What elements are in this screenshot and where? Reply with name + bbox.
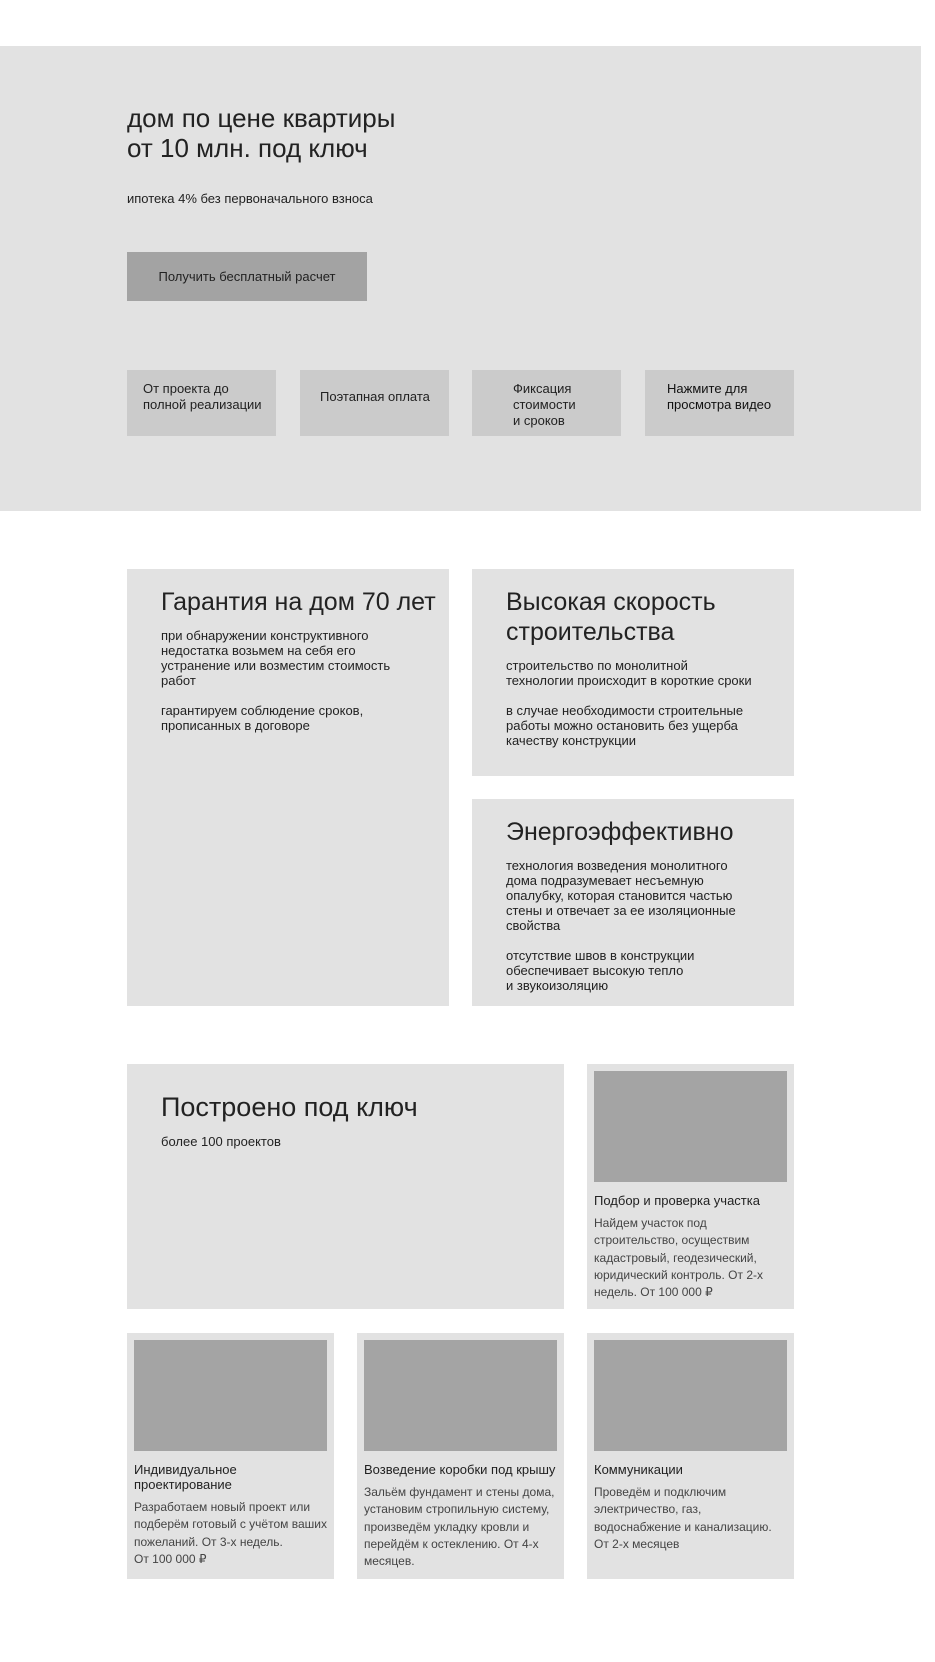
service-image-placeholder <box>594 1071 787 1182</box>
hero-subtitle: ипотека 4% без первоначального взноса <box>127 191 373 206</box>
feature-label: От проекта до полной реализации <box>143 381 262 412</box>
service-card-utilities[interactable] <box>587 1333 794 1579</box>
speed-text: строительство по монолитной технологии происходит в короткие сроки в случае необходимости строительные работы можно остановить без ущерба качеству конструкции <box>506 658 752 748</box>
feature-staged-payment[interactable] <box>300 370 449 436</box>
service-text: Зальём фундамент и стены дома, установим стропильную систему, произведём укладку кровли и перейдём к остеклению. От 4-х месяцев. <box>364 1485 555 1569</box>
guarantee-text: при обнаружении конструктивного недостатка возьмем на себя его устранение или возместим стоимость работ гарантируем соблюдение сроков, прописанных в договоре <box>161 628 391 733</box>
get-free-estimate-button[interactable]: Получить бесплатный расчет <box>127 252 367 301</box>
service-text: Разработаем новый проект или подберём готовый с учётом ваших пожеланий. От 3-х недель. От 100 000 ₽ <box>134 1500 327 1566</box>
built-subtitle: более 100 проектов <box>161 1134 281 1149</box>
guarantee-title: Гарантия на дом 70 лет <box>161 588 436 616</box>
service-card-construction[interactable] <box>357 1333 564 1579</box>
service-title: Подбор и проверка участка <box>594 1193 760 1208</box>
play-video-button[interactable] <box>645 370 794 436</box>
speed-title: Высокая скорость строительства <box>506 588 716 646</box>
built-card <box>127 1064 564 1309</box>
service-text: Найдем участок под строительство, осуществим кадастровый, геодезический, юридический контроль. От 2-х недель. От 100 000 ₽ <box>594 1216 764 1300</box>
service-image-placeholder <box>134 1340 327 1451</box>
built-title: Построено под ключ <box>161 1092 418 1122</box>
service-title: Индивидуальное проектирование <box>134 1462 237 1492</box>
service-text: Проведём и подключим электричество, газ, водоснабжение и канализацию. От 2-х месяцев <box>594 1485 772 1551</box>
guarantee-card <box>127 569 449 1006</box>
feature-label: Поэтапная оплата <box>320 389 430 404</box>
feature-label: Нажмите для просмотра видео <box>667 381 772 412</box>
feature-fixed-price[interactable] <box>472 370 621 436</box>
service-image-placeholder <box>594 1340 787 1451</box>
energy-text: технология возведения монолитного дома подразумевает несъемную опалубку, которая становится частью стены и отвечает за ее изоляционные свойства отсутствие швов в конструкции обеспечивает высокую тепло и звукоизоляцию <box>506 858 736 993</box>
feature-full-cycle[interactable] <box>127 370 276 436</box>
hero-title: дом по цене квартиры от 10 млн. под ключ <box>127 103 396 163</box>
service-card-design[interactable] <box>127 1333 334 1579</box>
service-image-placeholder <box>364 1340 557 1451</box>
energy-card <box>472 799 794 1006</box>
energy-title: Энергоэффективно <box>506 818 734 846</box>
service-title: Возведение коробки под крышу <box>364 1462 556 1477</box>
service-title: Коммуникации <box>594 1462 683 1477</box>
speed-card <box>472 569 794 776</box>
service-card-land[interactable] <box>587 1064 794 1309</box>
feature-label: Фиксация стоимости и сроков <box>513 381 576 428</box>
